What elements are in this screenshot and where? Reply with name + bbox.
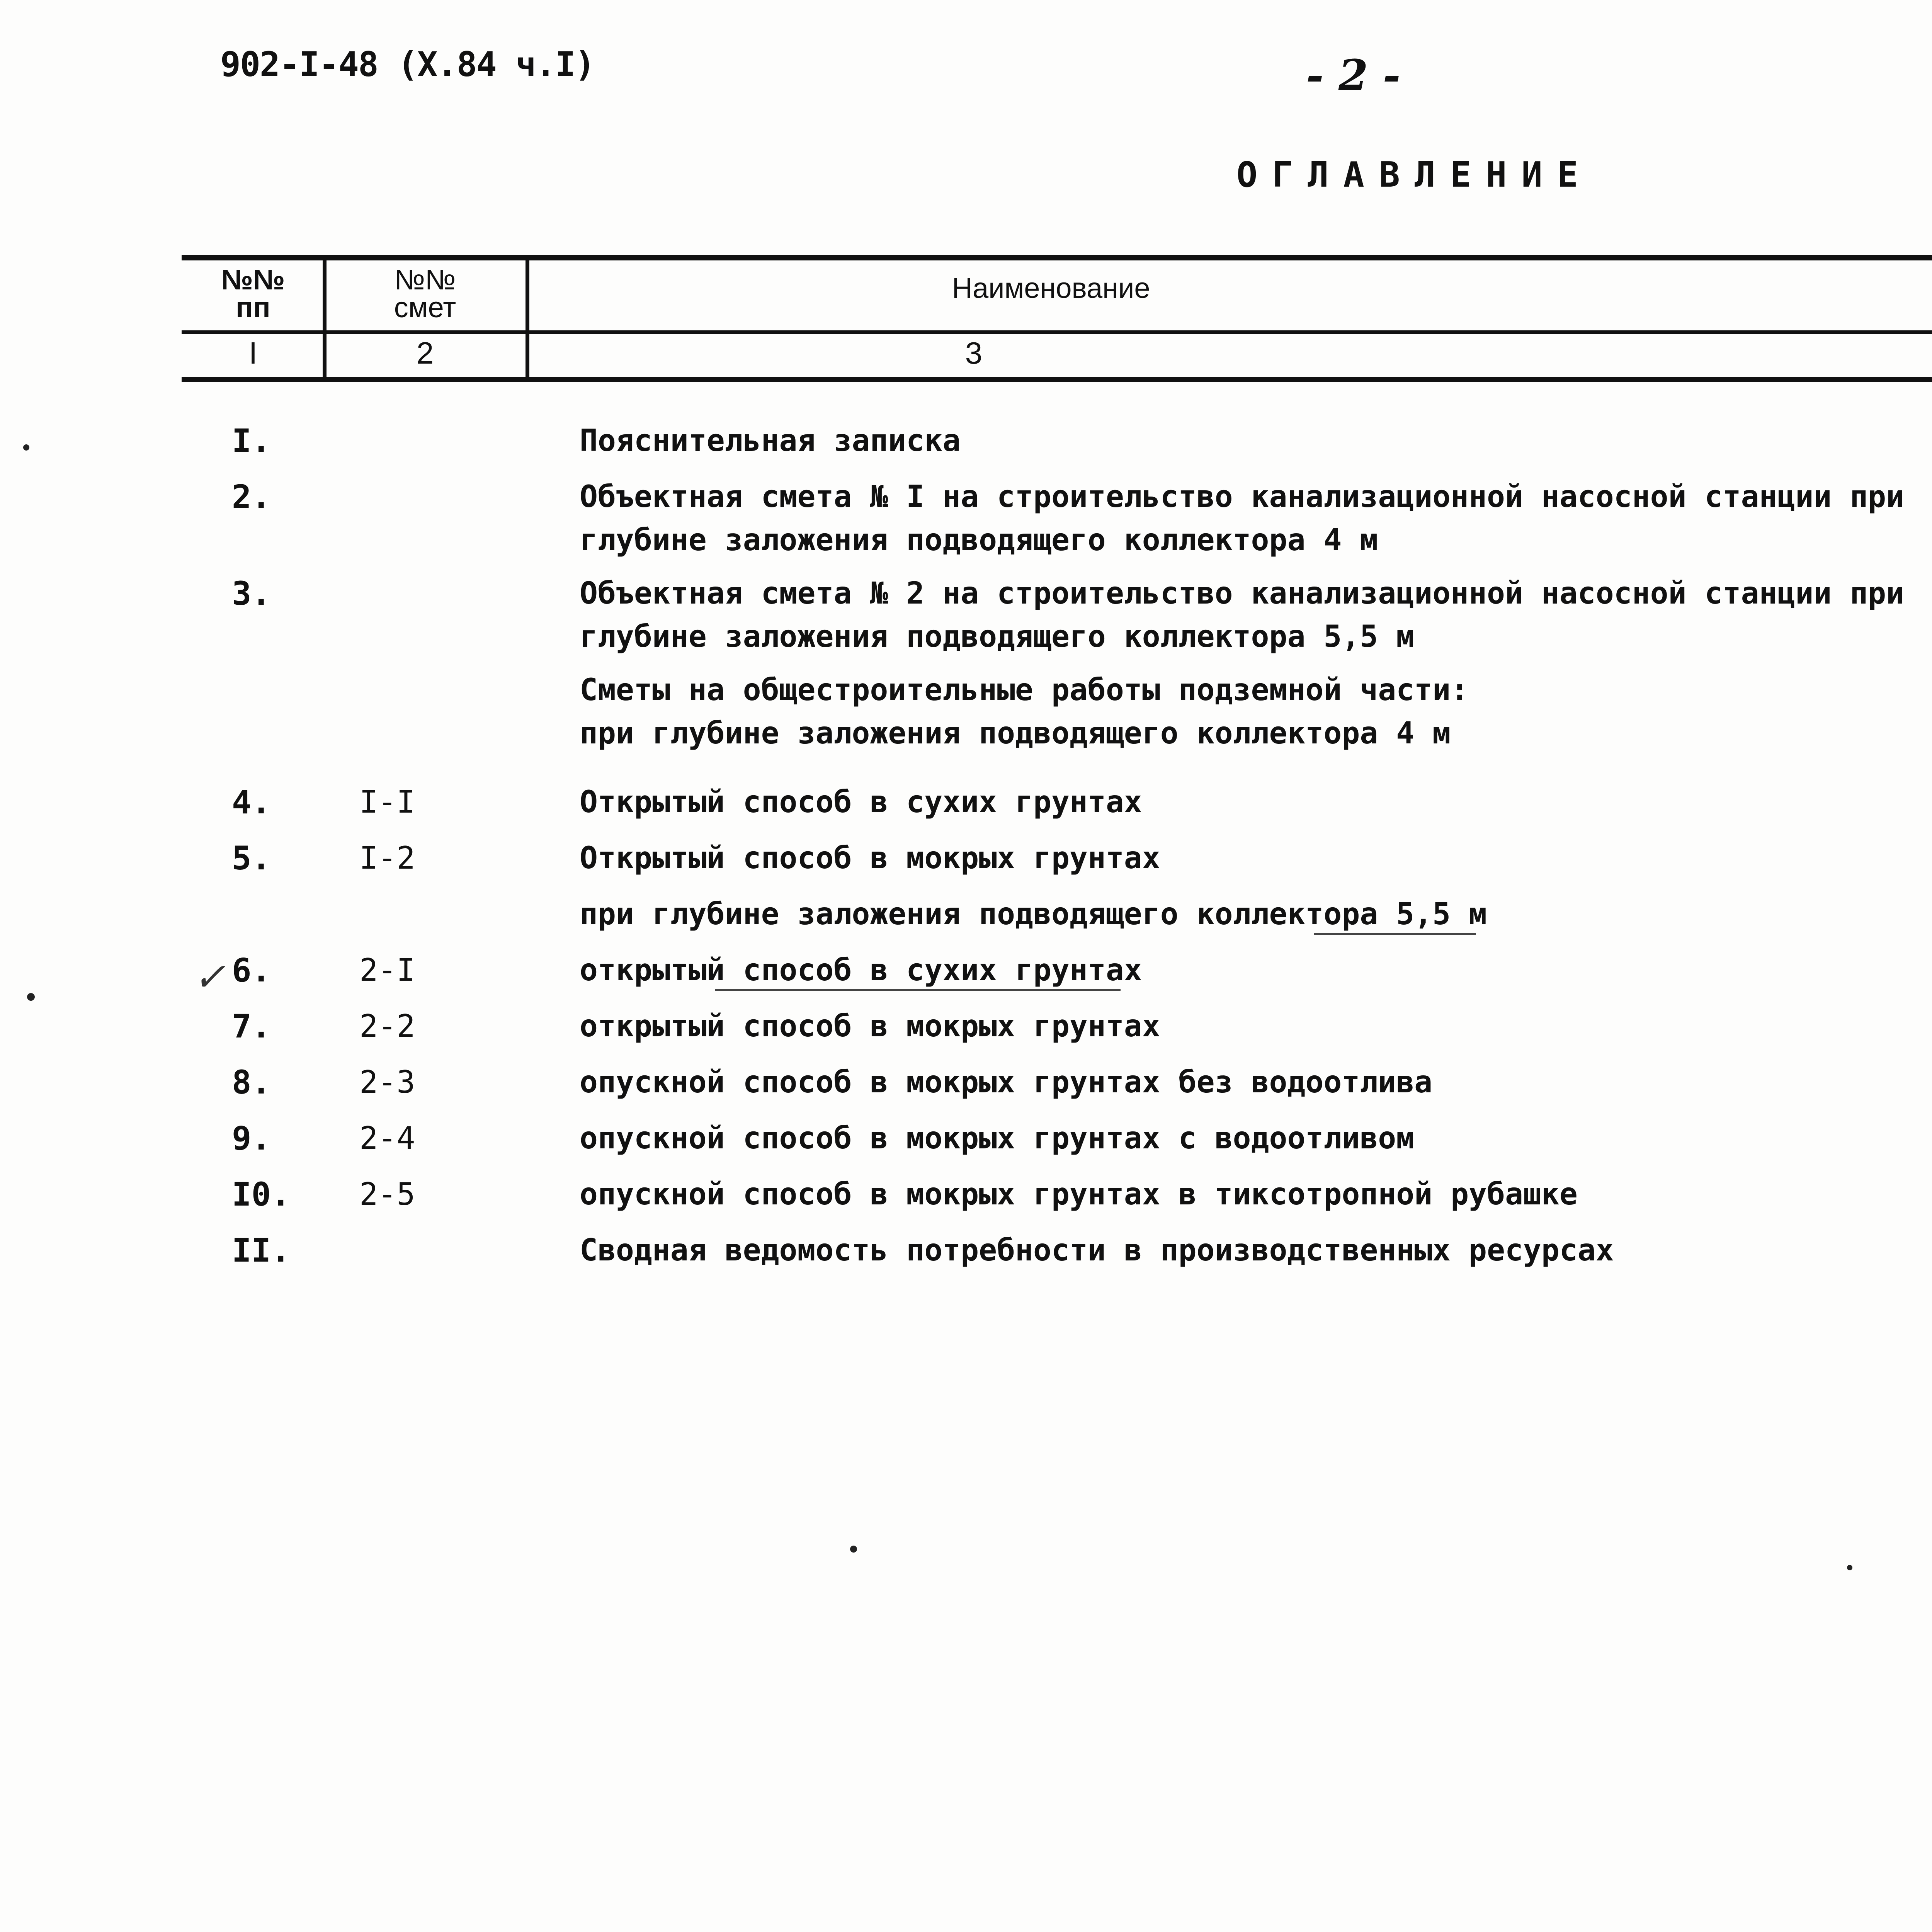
row-name: Открытый способ в мокрых грунтах bbox=[580, 841, 1160, 876]
row-name: открытый способ в сухих грунтах bbox=[580, 953, 1142, 988]
scan-speck bbox=[27, 993, 35, 1001]
row-number: 7. bbox=[232, 1007, 271, 1045]
row-name: открытый способ в мокрых грунтах bbox=[580, 1009, 1160, 1044]
handwritten-check-mark: ✓ bbox=[193, 954, 226, 1000]
row-name: Сводная ведомость потребности в производственных ресурсах bbox=[580, 1233, 1614, 1268]
row-name: Пояснительная записка bbox=[580, 423, 961, 458]
row-number: I0. bbox=[232, 1175, 291, 1213]
column-number-3: 3 bbox=[965, 336, 983, 370]
scan-speck bbox=[23, 444, 29, 451]
row-number: 2. bbox=[232, 478, 271, 516]
row-estimate: 2-I bbox=[359, 952, 415, 988]
row-name: Объектная смета № 2 на строительство канализационной насосной станции при глубине заложения подводящего коллектора 5,5 м bbox=[580, 576, 1905, 654]
table-header-rule bbox=[182, 330, 1932, 334]
row-number: 9. bbox=[232, 1119, 271, 1157]
row-number: 4. bbox=[232, 783, 271, 821]
row-number: I. bbox=[232, 422, 271, 460]
row-name: опускной способ в мокрых грунтах без водоотлива bbox=[580, 1065, 1433, 1100]
row-estimate: I-I bbox=[359, 784, 415, 820]
row-estimate: 2-3 bbox=[359, 1064, 415, 1100]
document-code: 902-I-48 (X.84 ч.I) bbox=[220, 44, 595, 84]
row-number: 3. bbox=[232, 575, 271, 612]
row-name: опускной способ в мокрых грунтах с водоотливом bbox=[580, 1121, 1415, 1156]
row-name: Открытый способ в сухих грунтах bbox=[580, 785, 1142, 820]
row-name: Сметы на общестроительные работы подземной части: при глубине заложения подводящего коллектора 4 м bbox=[580, 673, 1469, 751]
scan-speck bbox=[1847, 1565, 1852, 1570]
row-estimate: 2-2 bbox=[359, 1008, 415, 1044]
page-title: ОГЛАВЛЕНИЕ bbox=[1236, 155, 1593, 195]
column-number-1: I bbox=[248, 336, 258, 370]
row-number: 8. bbox=[232, 1063, 271, 1101]
table-col-divider-1 bbox=[323, 259, 327, 381]
row-number: 6. bbox=[232, 951, 271, 989]
row-estimate: I-2 bbox=[359, 840, 415, 876]
row-estimate: 2-5 bbox=[359, 1176, 415, 1212]
row-number: 5. bbox=[232, 839, 271, 877]
column-number-2: 2 bbox=[416, 336, 434, 370]
scan-speck bbox=[850, 1546, 857, 1553]
handwritten-underline bbox=[715, 989, 1121, 991]
header-estimate-number: №№ смет bbox=[394, 264, 456, 323]
page-number: - 2 - bbox=[1306, 50, 1401, 100]
row-name: опускной способ в мокрых грунтах в тиксотропной рубашке bbox=[580, 1177, 1578, 1212]
row-estimate: 2-4 bbox=[359, 1120, 415, 1156]
table-col-divider-2 bbox=[526, 259, 529, 381]
table-numbers-rule bbox=[182, 377, 1932, 382]
table-top-rule bbox=[182, 255, 1932, 260]
row-name: при глубине заложения подводящего коллектора 5,5 м bbox=[580, 897, 1487, 932]
row-number: II. bbox=[232, 1231, 291, 1269]
header-name: Наименование bbox=[952, 272, 1150, 304]
row-name: Объектная смета № I на строительство канализационной насосной станции при глубине заложения подводящего коллектора 4 м bbox=[580, 480, 1905, 558]
header-row-number: №№ пп bbox=[221, 264, 285, 323]
handwritten-underline bbox=[1314, 933, 1476, 935]
